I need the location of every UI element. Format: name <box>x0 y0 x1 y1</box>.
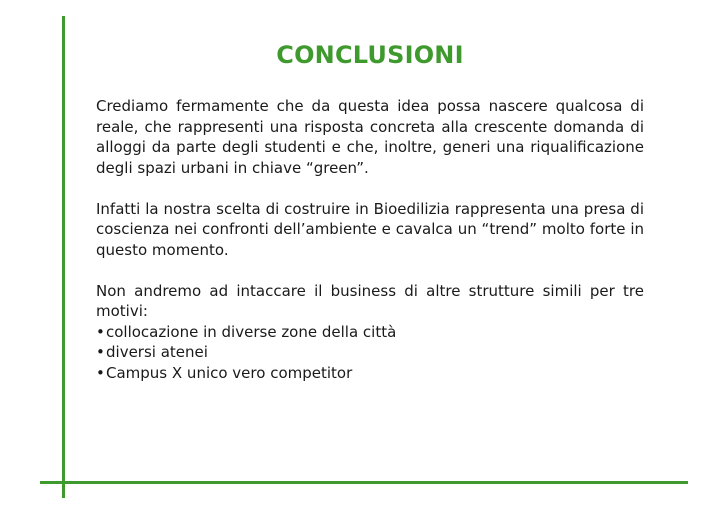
vertical-accent-line <box>62 16 65 498</box>
bullet-icon: • <box>96 322 105 341</box>
slide-title: CONCLUSIONI <box>276 41 464 69</box>
paragraph-spacer <box>96 178 644 199</box>
bullet-icon: • <box>96 343 105 361</box>
slide-body <box>96 96 644 383</box>
paragraph-vision: Crediamo fermamente che da questa idea possa nascere qualcosa di reale, che rappresenti una risposta concreta alla crescente domanda di alloggi da parte degli studenti e che, inoltre, generi una riqualificazione degli spazi urbani in chiave “green”. <box>96 97 644 177</box>
list-item-text: Campus X unico vero competitor <box>106 363 353 382</box>
list-item <box>96 322 644 343</box>
list-item-text: collocazione in diverse zone della città <box>106 322 397 341</box>
list-item <box>96 342 644 363</box>
horizontal-accent-line <box>40 481 688 484</box>
paragraph-spacer <box>96 260 644 281</box>
paragraph-bioedilizia: Infatti la nostra scelta di costruire in Bioedilizia rappresenta una presa di coscienza nei confronti dell’ambiente e cavalca un “trend” molto forte in questo momento. <box>96 199 644 259</box>
list-item <box>96 363 644 384</box>
reasons-list <box>96 322 644 384</box>
paragraph-business: Non andremo ad intaccare il business di altre strutture simili per tre motivi: <box>96 281 644 320</box>
list-item-text: diversi atenei <box>106 343 208 361</box>
bullet-icon: • <box>96 363 105 382</box>
